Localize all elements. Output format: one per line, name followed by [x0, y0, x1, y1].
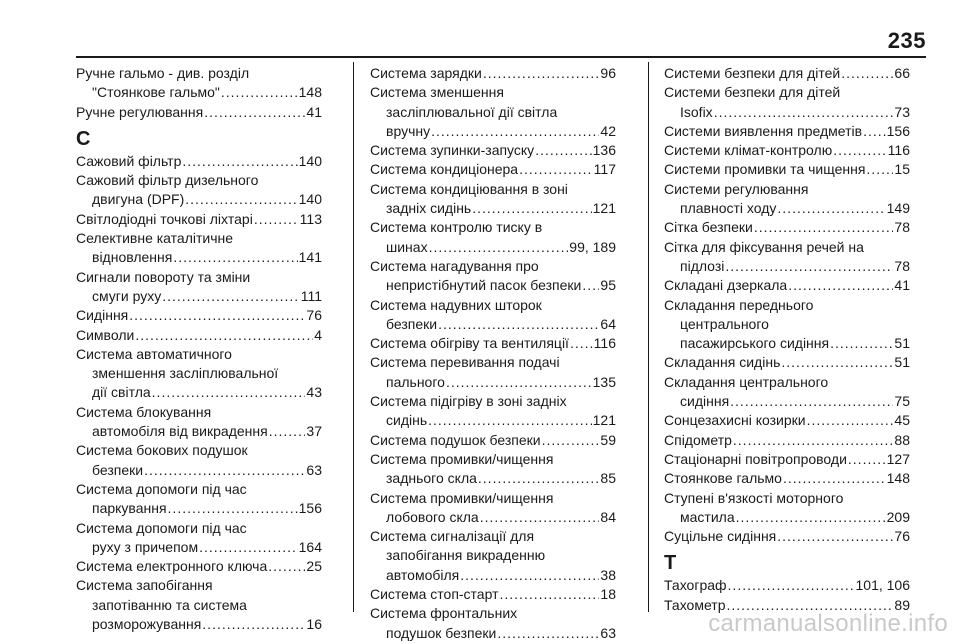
index-entry — [76, 403, 322, 442]
index-entry-text: Стаціонарні повітропроводи — [664, 450, 847, 467]
index-page-ref[interactable]: 101, 106 — [855, 577, 910, 594]
index-page-ref[interactable]: 121 — [592, 200, 616, 217]
index-page-ref[interactable]: 43 — [306, 384, 322, 401]
index-page-ref[interactable]: 156 — [298, 500, 322, 517]
index-entry-text: двигуна (DPF) — [92, 191, 185, 208]
index-entry-text: запотіванню та система — [92, 596, 247, 613]
index-page-ref[interactable]: 136 — [592, 142, 616, 159]
watermark: carmanualsonline.info — [708, 610, 948, 637]
index-entry-text: Система електронного ключа — [76, 558, 268, 575]
index-entry-text: "Стоянкове гальмо" — [92, 84, 220, 101]
index-page-ref[interactable]: 209 — [886, 508, 910, 525]
index-page-ref[interactable]: 111 — [300, 287, 322, 304]
index-entry-text: засліплювальної дії світла — [386, 103, 558, 120]
index-entry-text: пального — [386, 373, 445, 390]
index-entry — [664, 238, 910, 277]
index-column-3 — [664, 64, 910, 615]
index-entry-text: Системи виявлення предметів — [664, 122, 863, 139]
index-page-ref[interactable]: 45 — [894, 412, 910, 429]
index-entry — [76, 152, 322, 171]
index-entry-text: Складання переднього — [664, 296, 814, 313]
index-entry-text: Ручне гальмо - див. розділ — [76, 65, 250, 81]
index-entry-text: запобігання викраденню — [386, 547, 546, 564]
index-entry-text: Світлодіодні точкові ліхтарі — [76, 210, 253, 227]
column-divider — [353, 62, 354, 612]
index-entry-text: вручну — [386, 122, 431, 139]
dot-leader — [728, 576, 855, 595]
dot-leader — [182, 152, 297, 171]
index-entry — [370, 218, 616, 257]
index-entry-text: руху з причепом — [92, 538, 199, 555]
dot-leader — [848, 450, 886, 469]
index-page-ref[interactable]: 76 — [306, 307, 322, 324]
index-letter-heading: Т — [664, 552, 677, 575]
index-page-ref[interactable]: 121 — [592, 412, 616, 429]
index-entry — [664, 218, 910, 237]
index-entry-text: автомобіля від викрадення — [92, 423, 268, 440]
index-page-ref[interactable]: 41 — [894, 277, 910, 294]
index-entry-text: Система автоматичного — [76, 345, 232, 362]
index-page-ref[interactable]: 64 — [600, 315, 616, 332]
index-entry — [664, 160, 910, 179]
index-entry — [76, 441, 322, 480]
index-entry — [76, 345, 322, 403]
dot-leader — [807, 411, 894, 430]
index-entry — [76, 64, 322, 103]
dot-leader — [480, 508, 600, 527]
index-entry-text: подушок безпеки — [386, 624, 497, 641]
index-entry-text: Сажовий фільтр — [76, 152, 182, 169]
index-page-ref[interactable]: 141 — [298, 249, 322, 266]
index-page-ref[interactable]: 140 — [298, 191, 322, 208]
index-entry-text: Сажовий фільтр дизельного — [76, 172, 259, 189]
index-entry-text: Ручне регулювання — [76, 103, 204, 120]
index-entry-text: Система підігріву в зоні задніх — [370, 393, 567, 410]
dot-leader — [570, 334, 593, 353]
index-page-ref[interactable]: 116 — [887, 142, 910, 159]
index-page-ref[interactable]: 63 — [600, 624, 616, 641]
dot-leader — [777, 199, 885, 218]
dot-leader — [135, 326, 313, 345]
page-number: 235 — [887, 28, 926, 53]
index-entry — [664, 576, 910, 595]
index-entry-text: автомобіля — [386, 566, 460, 583]
index-entry — [370, 83, 616, 141]
index-entry-text: заднього скла — [386, 470, 477, 487]
index-page-ref[interactable]: 18 — [600, 586, 616, 603]
index-page-ref[interactable]: 99, 189 — [569, 238, 616, 255]
index-entry — [76, 229, 322, 268]
index-entry — [370, 392, 616, 431]
index-page-ref[interactable]: 116 — [593, 335, 616, 352]
dot-leader — [438, 315, 599, 334]
dot-leader — [268, 557, 305, 576]
index-entry — [370, 585, 616, 604]
dot-leader — [535, 141, 591, 160]
dot-leader — [714, 103, 894, 122]
column-divider — [648, 62, 649, 612]
index-entry-text: Тахометр — [664, 596, 726, 613]
index-entry — [664, 527, 910, 546]
dot-leader — [754, 218, 894, 237]
index-entry — [664, 469, 910, 488]
dot-leader — [254, 210, 299, 229]
index-entry — [370, 180, 616, 219]
index-entry-text: Системи клімат-контролю — [664, 142, 833, 159]
dot-leader — [733, 431, 894, 450]
dot-leader — [788, 276, 893, 295]
index-page-ref[interactable]: 140 — [298, 152, 322, 169]
index-entry — [76, 306, 322, 325]
index-page-ref[interactable]: 37 — [306, 423, 322, 440]
dot-leader — [736, 508, 886, 527]
dot-leader — [497, 624, 599, 643]
index-entry-text: смуги руху — [92, 287, 162, 304]
dot-leader — [833, 141, 886, 160]
dot-leader — [472, 199, 591, 218]
index-page-ref[interactable]: 59 — [600, 431, 616, 448]
index-entry — [76, 210, 322, 229]
index-entry — [664, 411, 910, 430]
index-entry-text: Система сигналізації для — [370, 528, 535, 545]
index-entry-text: Система подушок безпеки — [370, 431, 541, 448]
index-entry-text: лобового скла — [386, 508, 479, 525]
dot-leader — [725, 257, 893, 276]
dot-leader — [429, 238, 569, 257]
index-entry-text: задніх сидінь — [386, 200, 472, 217]
index-entry — [370, 296, 616, 335]
index-page-ref[interactable]: 89 — [894, 596, 910, 613]
index-entry-text: Сонцезахисні козирки — [664, 412, 806, 429]
index-entry-text: Селективне каталітичне — [76, 230, 234, 247]
dot-leader — [431, 122, 599, 141]
index-entry-text: Складані дзеркала — [664, 277, 788, 294]
index-entry-text: розморожування — [92, 616, 202, 633]
index-page-ref[interactable]: 25 — [306, 558, 322, 575]
index-page-ref[interactable]: 84 — [600, 508, 616, 525]
index-entry-text: Система бокових подушок — [76, 442, 248, 459]
index-page-ref[interactable]: 148 — [886, 470, 910, 487]
dot-leader — [204, 103, 305, 122]
index-entry-text: Суцільне сидіння — [664, 528, 777, 545]
index-entry-text: Система зупинки-запуску — [370, 142, 535, 159]
dot-leader — [783, 469, 886, 488]
index-entry-text: Складання сидінь — [664, 354, 781, 371]
index-entry-text: Система промивки/чищення — [370, 450, 554, 467]
dot-leader — [478, 469, 600, 488]
index-entry-text: Системи промивки та чищення — [664, 161, 866, 178]
index-entry-text: центрального — [680, 315, 769, 332]
dot-leader — [830, 334, 893, 353]
index-entry-text: Система нагадування про — [370, 257, 539, 274]
index-entry-text: Система контролю тиску в — [370, 219, 543, 236]
index-entry-text: Системи безпеки для дітей — [664, 84, 841, 101]
index-entry — [76, 576, 322, 634]
index-entry-text: Isofix — [680, 103, 713, 120]
header-rule — [76, 56, 926, 58]
index-page-ref[interactable]: 113 — [299, 210, 322, 227]
index-entry-text: Системи регулювання — [664, 180, 809, 197]
index-entry-text: плавності ходу — [680, 200, 777, 217]
index-letter-heading: С — [76, 127, 91, 150]
index-page-ref[interactable]: 78 — [894, 257, 910, 274]
index-entry-text: Система обігріву та вентиляції — [370, 335, 569, 352]
dot-leader — [460, 566, 599, 585]
index-entry-text: Сигнали повороту та зміни — [76, 268, 251, 285]
index-entry-text: паркування — [92, 500, 167, 517]
index-page-ref[interactable]: 15 — [894, 161, 910, 178]
dot-leader — [152, 383, 306, 402]
index-page-ref[interactable]: 76 — [894, 528, 910, 545]
dot-leader — [202, 615, 305, 634]
index-page-ref[interactable]: 73 — [894, 103, 910, 120]
index-page-ref[interactable]: 96 — [600, 65, 616, 81]
dot-leader — [519, 160, 593, 179]
index-page-ref[interactable]: 42 — [600, 122, 616, 139]
index-entry-text: Система кондиціювання в зоні — [370, 180, 568, 197]
index-entry-text: Сидіння — [76, 307, 129, 324]
index-page-ref[interactable]: 16 — [306, 616, 322, 633]
dot-leader — [199, 538, 298, 557]
index-page-ref[interactable]: 164 — [298, 538, 322, 555]
index-entry-text: Система зменшення — [370, 84, 504, 101]
index-entry — [76, 326, 322, 345]
index-entry-text: Система кондиціонера — [370, 161, 519, 178]
index-entry — [664, 373, 910, 412]
index-entry — [664, 276, 910, 295]
index-page-ref[interactable]: 38 — [600, 566, 616, 583]
index-page-ref[interactable]: 95 — [600, 277, 616, 294]
dot-leader — [841, 64, 893, 83]
index-entry-text: Система фронтальних — [370, 605, 518, 622]
index-page-ref[interactable]: 41 — [306, 103, 322, 120]
index-entry-text: сидінь — [386, 412, 428, 429]
dot-leader — [446, 373, 592, 392]
index-entry — [664, 450, 910, 469]
dot-leader — [500, 585, 600, 604]
index-entry-text: непристібнутий пасок безпеки — [386, 277, 582, 294]
index-page-ref[interactable]: 75 — [894, 393, 910, 410]
index-entry — [76, 103, 322, 122]
index-entry — [664, 489, 910, 528]
index-entry — [76, 519, 322, 558]
index-entry-text: відновлення — [92, 249, 173, 266]
dot-leader — [173, 248, 297, 267]
index-entry-text: Система перевивання подачі — [370, 354, 560, 371]
index-entry — [370, 489, 616, 528]
index-page-ref[interactable]: 4 — [314, 326, 322, 343]
index-page-ref[interactable]: 149 — [886, 200, 910, 217]
index-page-ref[interactable]: 117 — [593, 161, 616, 178]
index-entry-text: Система стоп-старт — [370, 586, 499, 603]
index-entry-text: Система блокування — [76, 403, 212, 420]
dot-leader — [428, 411, 592, 430]
dot-leader — [144, 461, 305, 480]
index-entry-text: Система промивки/чищення — [370, 489, 554, 506]
index-entry — [370, 160, 616, 179]
dot-leader — [781, 353, 893, 372]
dot-leader — [269, 422, 306, 441]
index-entry-text: Система зарядки — [370, 65, 482, 81]
index-entry — [76, 171, 322, 210]
index-entry-text: шинах — [386, 238, 428, 255]
index-entry — [664, 122, 910, 141]
index-entry-text: підлозі — [680, 257, 725, 274]
index-entry-text: сидіння — [680, 393, 730, 410]
index-entry-text: Ступені в'язкості моторного — [664, 489, 844, 506]
index-entry — [370, 353, 616, 392]
index-page-ref[interactable]: 85 — [600, 470, 616, 487]
index-entry-text: Системи безпеки для дітей — [664, 65, 841, 81]
index-entry-text: зменшення засліплювальної — [92, 365, 279, 382]
index-entry — [370, 141, 616, 160]
index-page-ref[interactable]: 63 — [306, 461, 322, 478]
index-entry-text: пасажирського сидіння — [680, 335, 830, 352]
index-entry-text: Сітка безпеки — [664, 219, 753, 236]
index-entry-text: Спідометр — [664, 431, 732, 448]
index-entry — [664, 353, 910, 372]
index-entry — [76, 557, 322, 576]
index-entry — [664, 64, 910, 83]
index-page-ref[interactable]: 127 — [886, 450, 910, 467]
index-entry — [664, 141, 910, 160]
dot-leader — [168, 499, 298, 518]
index-entry-text: мастила — [680, 508, 735, 525]
index-entry — [76, 268, 322, 307]
index-entry-text: Складання центрального — [664, 373, 829, 390]
index-entry — [370, 64, 616, 83]
dot-leader — [221, 83, 298, 102]
index-entry — [370, 334, 616, 353]
index-page-ref[interactable]: 88 — [894, 431, 910, 448]
index-entry — [370, 527, 616, 585]
index-entry — [664, 83, 910, 122]
dot-leader — [730, 392, 893, 411]
dot-leader — [542, 431, 600, 450]
index-page-ref[interactable]: 78 — [894, 219, 910, 236]
index-column-2 — [370, 64, 616, 643]
index-entry-text: Система запобігання — [76, 577, 213, 594]
dot-leader — [185, 190, 297, 209]
index-page-ref[interactable]: 66 — [894, 65, 910, 81]
dot-leader — [582, 276, 599, 295]
index-entry-text: Стоянкове гальмо — [664, 470, 782, 487]
index-entry — [370, 257, 616, 296]
index-entry — [664, 431, 910, 450]
index-page-ref[interactable]: 51 — [894, 354, 910, 371]
index-entry-text: Система допомоги під час — [76, 519, 247, 536]
index-page-ref[interactable]: 148 — [298, 84, 322, 101]
dot-leader — [777, 527, 893, 546]
index-entry — [664, 180, 910, 219]
index-page-ref[interactable]: 135 — [592, 373, 616, 390]
index-entry — [664, 296, 910, 354]
dot-leader — [162, 287, 299, 306]
index-column-1 — [76, 64, 322, 634]
index-entry-text: дії світла — [92, 384, 151, 401]
index-entry — [370, 604, 616, 643]
index-entry-text: Система надувних шторок — [370, 296, 542, 313]
index-entry-text: Система допомоги під час — [76, 480, 247, 497]
index-entry-text: Символи — [76, 326, 135, 343]
dot-leader — [866, 160, 893, 179]
dot-leader — [863, 122, 886, 141]
index-entry — [370, 450, 616, 489]
dot-leader — [129, 306, 305, 325]
index-entry — [76, 480, 322, 519]
index-entry-text: Сітка для фіксування речей на — [664, 238, 864, 255]
index-entry-text: Тахограф — [664, 577, 727, 594]
index-entry-text: безпеки — [386, 315, 438, 332]
index-page-ref[interactable]: 51 — [894, 335, 910, 352]
index-entry-text: безпеки — [92, 461, 144, 478]
index-entry — [370, 431, 616, 450]
index-page-ref[interactable]: 156 — [886, 122, 910, 139]
dot-leader — [483, 64, 600, 83]
